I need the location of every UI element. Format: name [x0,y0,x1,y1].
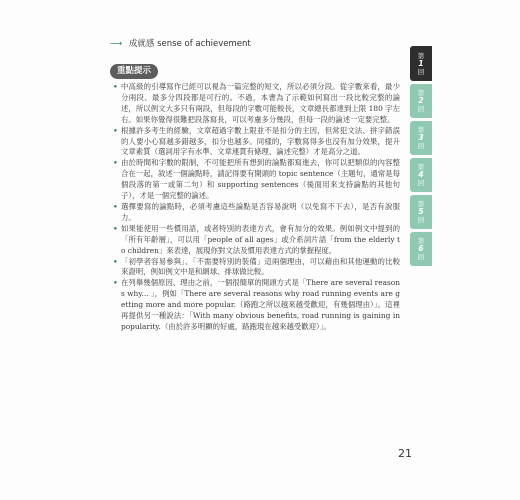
tab-suffix: 回 [417,67,425,76]
tip-text: 選擇要寫的論點時，必須考慮這些論點是否容易說明（以免寫不下去），是否有說服力。 [121,201,400,222]
tip-text: 在列舉幾個原因、理由之前，一個很簡單的開頭方式是「There are several reasons why... 」，例如「There are several reasons why road running events are getting more and more popular.（路跑之所以越來越受歡迎，有幾個理由）」。這裡再提供另一種說法：「With many obvious benefits, road running is gaining in popularity.（由於許多明顯的好處，路跑現在越來越受歡迎）」。 [121,278,400,331]
tip-text: 「初學者容易參與」、「不需要特別的裝備」這兩個理由，可以藉由和其他運動的比較來證明，例如例文中是和網球、排球做比較。 [121,256,400,277]
tip-text: 根據許多考生的經驗，文章超過字數上限並不是扣分的主因，但常犯文法、拼字錯誤的人要小心寫越多錯越多，扣分也越多。同樣的，字數寫得多也沒有加分效果，提升文章素質（選詞用字有水準、文章連貫有條理、論述完整）才是高分之道。 [121,125,400,157]
tab-prefix: 第 [417,237,425,245]
tip-item [113,278,400,333]
tip-item [113,82,400,126]
chapter-tabs [410,46,432,269]
page-number: 21 [398,447,412,460]
bullet-icon: • [113,278,118,288]
tab-prefix: 第 [417,200,425,208]
bullet-icon: • [113,201,118,211]
tab-suffix: 回 [417,216,425,224]
tip-item [113,158,400,202]
tab-chapter-4[interactable] [410,158,432,192]
bullet-icon: • [113,125,118,135]
bullet-icon: • [113,256,118,266]
tab-number: 6 [418,244,424,253]
tab-number: 1 [418,58,424,68]
tab-chapter-6[interactable] [410,232,432,266]
tip-text: 中高級的引導寫作已經可以視為一篇完整的短文，所以必須分段。從字數來看，最少分兩段、最多分四段都是可行的。不過，本書為了示範如何寫出一段比較完整的論述，所以例文大多只有兩段，但每段的字數可能較長，文章總長都達到上限 180 字左右。如果你覺得很難把段落寫長，可以考慮多分幾段，但每一段的論述一定要完整。 [121,82,400,124]
tip-text: 如果能使用一些慣用語，或者特別的表達方式，會有加分的效果。例如例文中提到的「所有年齡層」，可以用「people of all ages」或介系詞片語「from the elderly to children」來表達，展現你對文法及慣用表達方式的掌握程度。 [121,223,400,255]
tip-item [113,257,400,279]
tab-chapter-2[interactable] [410,84,432,118]
tab-number: 5 [418,207,424,216]
tip-item [113,202,400,224]
tab-number: 2 [418,96,424,105]
tips-list [113,82,400,333]
tip-item [113,126,400,159]
bullet-icon: • [113,223,118,233]
tab-suffix: 回 [417,253,425,261]
tab-prefix: 第 [417,163,425,171]
bullet-icon: • [113,82,118,91]
tab-prefix: 第 [417,51,425,60]
tab-chapter-3[interactable] [410,121,432,155]
arrow-icon: ⟶ [110,39,123,49]
tab-chapter-5[interactable] [410,195,432,229]
tab-suffix: 回 [417,179,425,187]
tab-suffix: 回 [417,105,425,113]
tip-item [113,224,400,257]
vocab-text: 成就感 sense of achievement [128,39,251,49]
tip-text: 由於時間和字數的限制，不可能把所有想到的論點都寫進去，你可以把類似的內容整合在一起，敘述一個論點時，請記得要有開頭的 topic sentence（主題句，通常是每個段落的第一或第二句）和 supporting sentences（後面用來支持論點的其他句子），才是一個完整的論述。 [121,158,400,201]
tab-prefix: 第 [417,89,425,97]
bullet-icon: • [113,158,118,168]
vocab-line [110,37,251,49]
tab-suffix: 回 [417,142,425,150]
tab-number: 3 [418,133,424,142]
tab-chapter-1[interactable] [410,46,432,81]
tab-prefix: 第 [417,126,425,134]
tab-number: 4 [418,170,424,179]
section-title-badge: 重點提示 [110,64,158,79]
